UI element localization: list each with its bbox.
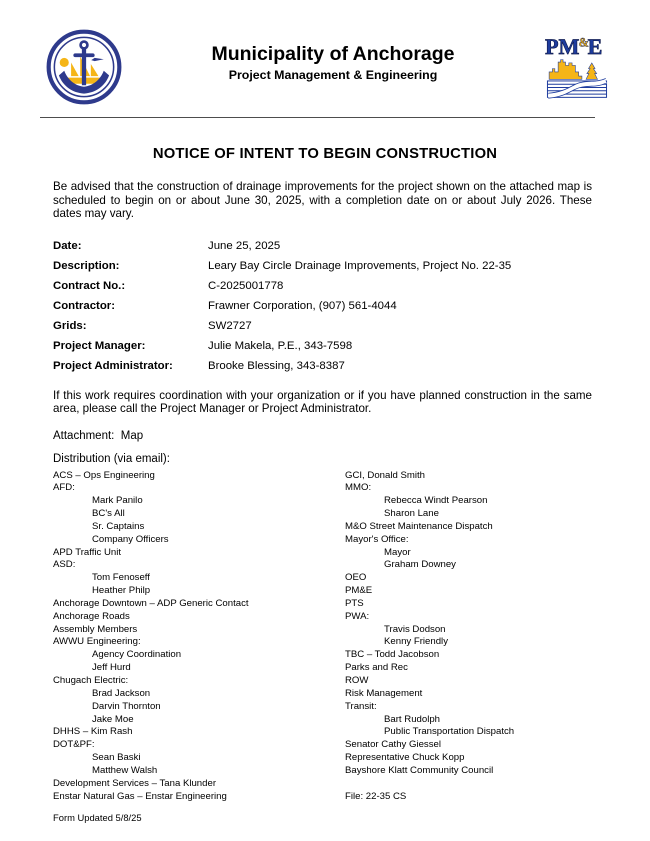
distribution-item: GCI, Donald Smith bbox=[345, 469, 425, 481]
distribution-list bbox=[53, 470, 620, 804]
distribution-item: Senator Cathy Giessel bbox=[345, 739, 441, 751]
field-row bbox=[53, 260, 592, 280]
municipality-of-anchorage-seal-icon bbox=[46, 29, 122, 110]
distribution-item: PTS bbox=[345, 597, 364, 609]
distribution-item: Public Transportation Dispatch bbox=[384, 726, 515, 738]
field-label: Project Administrator: bbox=[53, 359, 173, 372]
distribution-item: ACS – Ops Engineering bbox=[53, 469, 155, 481]
distribution-item: Anchorage Downtown – ADP Generic Contact bbox=[53, 597, 249, 609]
distribution-item: Chugach Electric: bbox=[53, 675, 129, 686]
distribution-item: Tom Fenoseff bbox=[92, 572, 150, 584]
distribution-item: Bayshore Klatt Community Council bbox=[345, 764, 494, 776]
distribution-item: Jeff Hurd bbox=[92, 662, 131, 674]
distribution-item: Agency Coordination bbox=[92, 649, 182, 661]
distribution-item: Representative Chuck Kopp bbox=[345, 752, 465, 764]
distribution-item: Sean Baski bbox=[92, 752, 141, 764]
svg-text:&: & bbox=[578, 35, 589, 50]
distribution-item: Matthew Walsh bbox=[92, 764, 158, 776]
form-updated-note: Form Updated 5/8/25 bbox=[53, 812, 142, 823]
field-label: Contract No.: bbox=[53, 279, 126, 292]
distribution-item: DOT&PF: bbox=[53, 739, 95, 751]
distribution-item: Enstar Natural Gas – Enstar Engineering bbox=[53, 790, 227, 802]
distribution-item: Brad Jackson bbox=[92, 687, 151, 699]
field-value: Frawner Corporation, (907) 561-4044 bbox=[208, 299, 397, 312]
field-value: C-2025001778 bbox=[208, 279, 284, 292]
field-row bbox=[53, 280, 592, 300]
organization-title: Municipality of Anchorage bbox=[211, 43, 455, 65]
distribution-item: OEO bbox=[345, 572, 367, 584]
distribution-item: M&O Street Maintenance Dispatch bbox=[345, 520, 493, 532]
distribution-item: TBC – Todd Jacobson bbox=[345, 649, 440, 661]
distribution-item: Anchorage Roads bbox=[53, 610, 130, 622]
distribution-item: Parks and Rec bbox=[345, 662, 408, 674]
distribution-item: AFD: bbox=[53, 482, 75, 494]
distribution-item: APD Traffic Unit bbox=[53, 546, 122, 558]
distribution-item: MMO: bbox=[345, 482, 372, 494]
file-number-note: File: 22-35 CS bbox=[345, 790, 407, 802]
distribution-item: Assembly Members bbox=[53, 623, 138, 635]
field-row bbox=[53, 300, 592, 320]
distribution-item: BC's All bbox=[92, 508, 125, 520]
distribution-item: Travis Dodson bbox=[384, 623, 446, 635]
field-label: Description: bbox=[53, 259, 120, 272]
field-value: Brooke Blessing, 343-8387 bbox=[208, 359, 345, 372]
field-value: June 25, 2025 bbox=[208, 239, 281, 252]
distribution-item: Transit: bbox=[345, 700, 377, 712]
distribution-item: Mayor bbox=[384, 546, 411, 558]
field-label: Contractor: bbox=[53, 299, 116, 312]
field-row bbox=[53, 320, 592, 340]
attachment-line: Attachment: Map bbox=[53, 429, 144, 442]
header-divider bbox=[40, 117, 595, 118]
intro-paragraph: Be advised that the construction of drainage improvements for the project shown on the attached map is scheduled to begin on or about June 30, 2025, with a completion date on or about July 2026. These dates may vary. bbox=[53, 180, 592, 220]
distribution-item: Mayor's Office: bbox=[345, 533, 409, 545]
coordination-paragraph: If this work requires coordination with your organization or if you have planned construction in the same area, please call the Project Manager or Project Administrator. bbox=[53, 388, 592, 415]
field-value: Leary Bay Circle Drainage Improvements, Project No. 22-35 bbox=[208, 259, 512, 272]
field-row bbox=[53, 340, 592, 360]
document-header bbox=[0, 0, 650, 110]
notice-title: NOTICE OF INTENT TO BEGIN CONSTRUCTION bbox=[152, 146, 498, 162]
fields-table bbox=[53, 240, 592, 380]
distribution-item: ROW bbox=[345, 675, 369, 686]
svg-text:E: E bbox=[587, 35, 603, 59]
distribution-item: Heather Philp bbox=[92, 585, 151, 597]
distribution-item: Bart Rudolph bbox=[384, 713, 440, 725]
distribution-item: PM&E bbox=[345, 585, 373, 597]
distribution-item: Sharon Lane bbox=[384, 508, 439, 520]
field-label: Project Manager: bbox=[53, 339, 146, 352]
distribution-item: Sr. Captains bbox=[92, 520, 145, 532]
distribution-item: Company Officers bbox=[92, 533, 169, 545]
distribution-item: Jake Moe bbox=[92, 713, 134, 725]
distribution-heading: Distribution (via email): bbox=[53, 452, 170, 465]
distribution-item: Kenny Friendly bbox=[384, 636, 448, 648]
header-title-block bbox=[122, 29, 544, 82]
distribution-item: PWA: bbox=[345, 610, 370, 622]
distribution-right-column bbox=[345, 470, 620, 804]
field-value: Julie Makela, P.E., 343-7598 bbox=[208, 339, 353, 352]
field-label: Grids: bbox=[53, 319, 87, 332]
distribution-item: Rebecca Windt Pearson bbox=[384, 495, 488, 507]
field-label: Date: bbox=[53, 239, 82, 252]
pme-logo-icon bbox=[544, 35, 610, 104]
field-row bbox=[53, 240, 592, 260]
department-title: Project Management & Engineering bbox=[228, 68, 438, 83]
svg-text:PM: PM bbox=[545, 35, 580, 59]
distribution-item: Darvin Thornton bbox=[92, 700, 161, 712]
field-value: SW2727 bbox=[208, 319, 252, 332]
distribution-item: Risk Management bbox=[345, 687, 423, 699]
distribution-item: Graham Downey bbox=[384, 559, 456, 571]
distribution-item: DHHS – Kim Rash bbox=[53, 726, 133, 738]
distribution-item: AWWU Engineering: bbox=[53, 636, 141, 648]
distribution-item: Development Services – Tana Klunder bbox=[53, 777, 217, 789]
field-row bbox=[53, 360, 592, 380]
distribution-item: Mark Panilo bbox=[92, 495, 143, 507]
distribution-item: ASD: bbox=[53, 559, 76, 571]
distribution-left-column bbox=[53, 470, 345, 804]
